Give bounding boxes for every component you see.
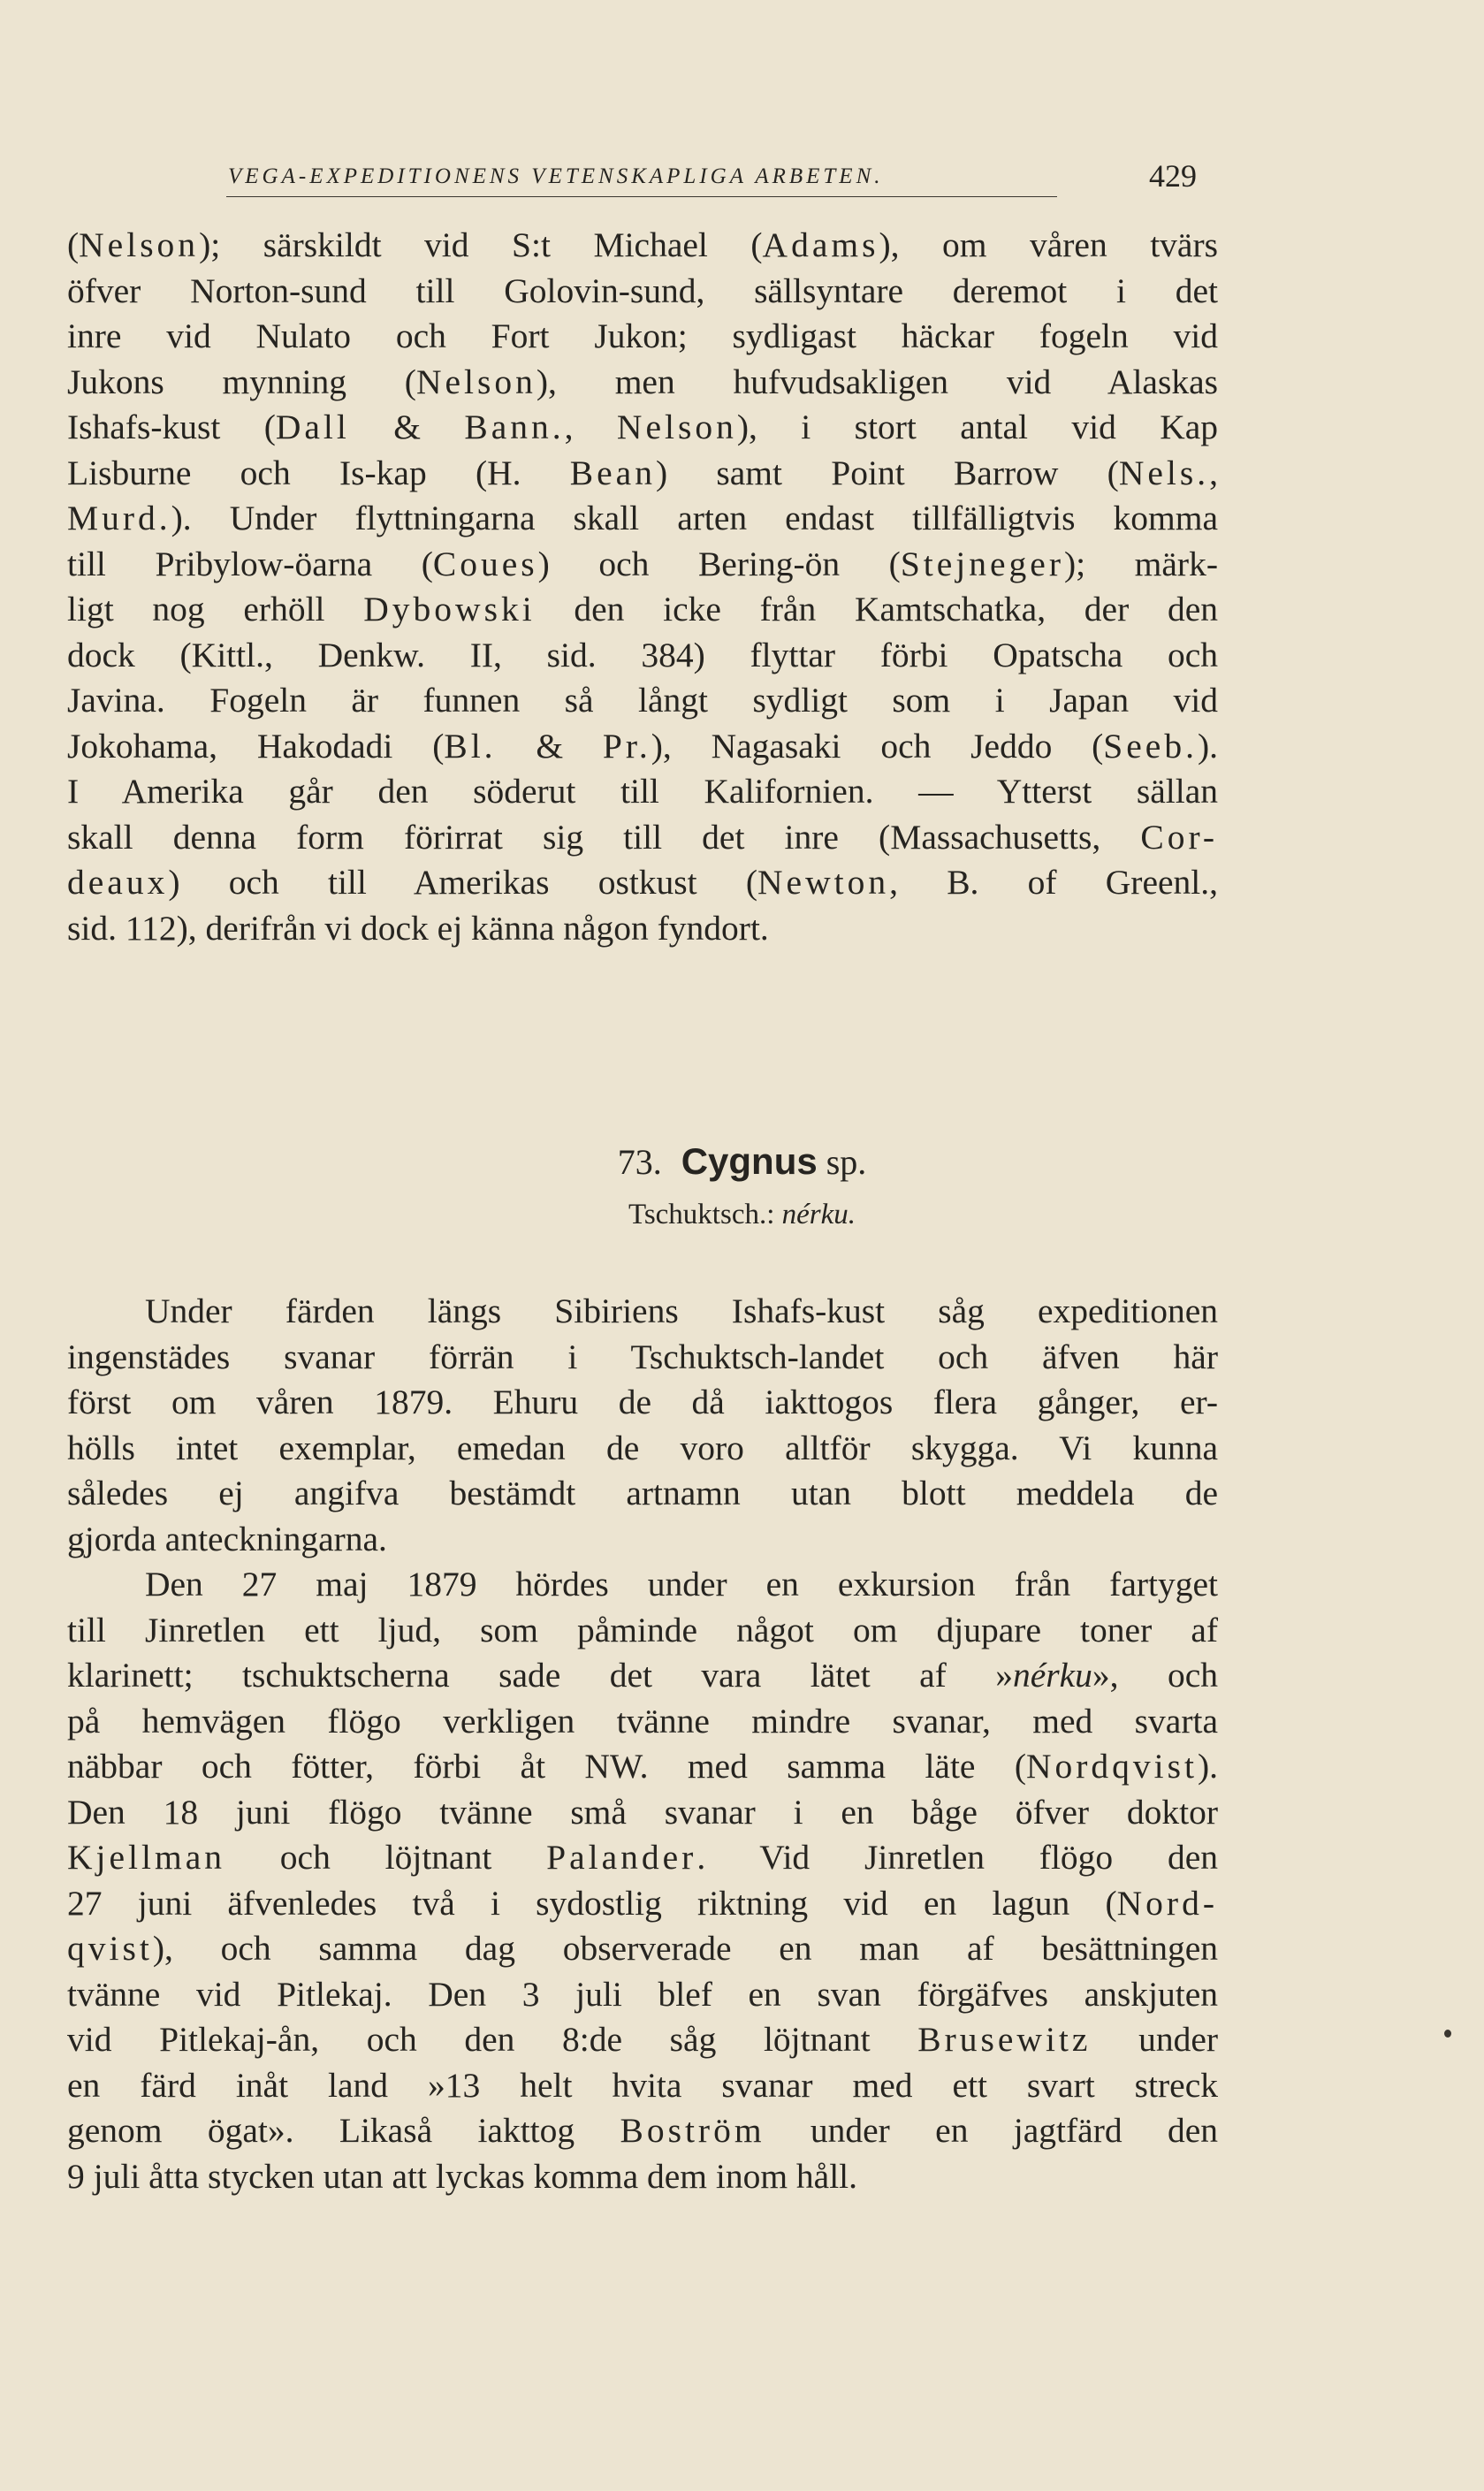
text-line: sid. 112), derifrån vi dock ej känna någon fyndort. bbox=[67, 908, 769, 948]
species-epithet: sp. bbox=[826, 1142, 867, 1182]
text-line: Jukons mynning (Nelson), men hufvudsakligen vid Alaskas bbox=[67, 362, 1218, 401]
text-line: öfver Norton-sund till Golovin-sund, sällsyntare deremot i det bbox=[67, 270, 1218, 310]
page-number: 429 bbox=[1149, 158, 1197, 194]
text-line: således ej angifva bestämdt artnamn utan blott meddela de bbox=[67, 1474, 1218, 1512]
species-number: 73. bbox=[617, 1142, 662, 1182]
header-rule bbox=[226, 196, 1057, 197]
text-line: gjorda anteckningarna. bbox=[67, 1519, 387, 1558]
text-line: näbbar och fötter, förbi åt NW. med samma läte (Nordqvist). bbox=[67, 1747, 1218, 1786]
text-line: på hemvägen flögo verkligen tvänne mindre svanar, med svarta bbox=[67, 1701, 1218, 1741]
text-line: Lisburne och Is-kap (H. Bean) samt Point Barrow (Nels., bbox=[67, 453, 1218, 492]
text-line: hölls intet exemplar, emedan de voro alltför skygga. Vi kunna bbox=[67, 1428, 1218, 1467]
running-head: VEGA-EXPEDITIONENS VETENSKAPLIGA ARBETEN. bbox=[228, 164, 884, 188]
text-line: Den 27 maj 1879 hördes under en exkursion från fartyget bbox=[145, 1565, 1218, 1604]
text-line: vid Pitlekaj-ån, och den 8:de såg löjtnant Brusewitz under bbox=[67, 2020, 1219, 2059]
text-line: tvänne vid Pitlekaj. Den 3 juli blef en svan förgäfves anskjuten bbox=[67, 1974, 1218, 2014]
text-line: till Pribylow-öarna (Coues) och Bering-ön (Stejneger); märk- bbox=[67, 544, 1218, 583]
text-line: (Nelson); särskildt vid S:t Michael (Adams), om våren tvärs bbox=[67, 225, 1218, 264]
species-heading bbox=[0, 1140, 1484, 1183]
text-line: klarinett; tschuktscherna sade det vara lätet af »nérku», och bbox=[67, 1656, 1218, 1695]
vernacular-label: Tschuktsch.: bbox=[628, 1199, 775, 1230]
text-line: dock (Kittl., Denkw. II, sid. 384) flyttar förbi Opatscha och bbox=[67, 635, 1218, 674]
text-line: deaux) och till Amerikas ostkust (Newton, B. of Greenl., bbox=[67, 863, 1218, 902]
text-line: I Amerika går den söderut till Kalifornien. — Ytterst sällan bbox=[67, 772, 1218, 811]
text-line: Ishafs-kust (Dall & Bann., Nelson), i stort antal vid Kap bbox=[67, 408, 1219, 446]
species-genus: Cygnus bbox=[681, 1140, 818, 1182]
ink-speck bbox=[1444, 2030, 1451, 2038]
text-line: Under färden längs Sibiriens Ishafs-kust såg expeditionen bbox=[145, 1291, 1218, 1330]
text-line: Murd.). Under flyttningarna skall arten endast tillfälligtvis komma bbox=[67, 499, 1218, 537]
vernacular-name: nérku. bbox=[781, 1199, 856, 1230]
text-line: Den 18 juni flögo tvänne små svanar i en båge öfver doktor bbox=[67, 1792, 1218, 1832]
paragraph-1 bbox=[67, 223, 1218, 951]
text-line: en färd inåt land »13 helt hvita svanar med ett svart streck bbox=[67, 2065, 1218, 2105]
vernacular-name-line bbox=[0, 1199, 1484, 1231]
text-line: genom ögat». Likaså iakttog Boström under en jagtfärd den bbox=[67, 2111, 1218, 2150]
text-line: först om våren 1879. Ehuru de då iakttogos flera gånger, er- bbox=[67, 1383, 1218, 1421]
text-line: skall denna form förirrat sig till det inre (Massachusetts, Cor- bbox=[67, 817, 1218, 857]
text-line: Kjellman och löjtnant Palander. Vid Jinretlen flögo den bbox=[67, 1838, 1218, 1877]
text-line: Jokohama, Hakodadi (Bl. & Pr.), Nagasaki och Jeddo (Seeb.). bbox=[67, 726, 1218, 766]
paragraph-2 bbox=[67, 1289, 1218, 2199]
text-line: 9 juli åtta stycken utan att lyckas komma dem inom håll. bbox=[67, 2156, 858, 2196]
text-line: Javina. Fogeln är funnen så långt sydligt som i Japan vid bbox=[67, 681, 1218, 720]
text-line: 27 juni äfvenledes två i sydostlig riktning vid en lagun (Nord- bbox=[67, 1883, 1218, 1923]
text-line: qvist), och samma dag observerade en man af besättningen bbox=[67, 1929, 1218, 1968]
text-line: ingenstädes svanar förrän i Tschuktsch-landet och äfven här bbox=[67, 1337, 1218, 1376]
text-line: till Jinretlen ett ljud, som påminde något om djupare toner af bbox=[67, 1610, 1218, 1649]
text-line: ligt nog erhöll Dybowski den icke från Kamtschatka, der den bbox=[67, 590, 1219, 628]
text-line: inre vid Nulato och Fort Jukon; sydligast häckar fogeln vid bbox=[67, 316, 1218, 355]
